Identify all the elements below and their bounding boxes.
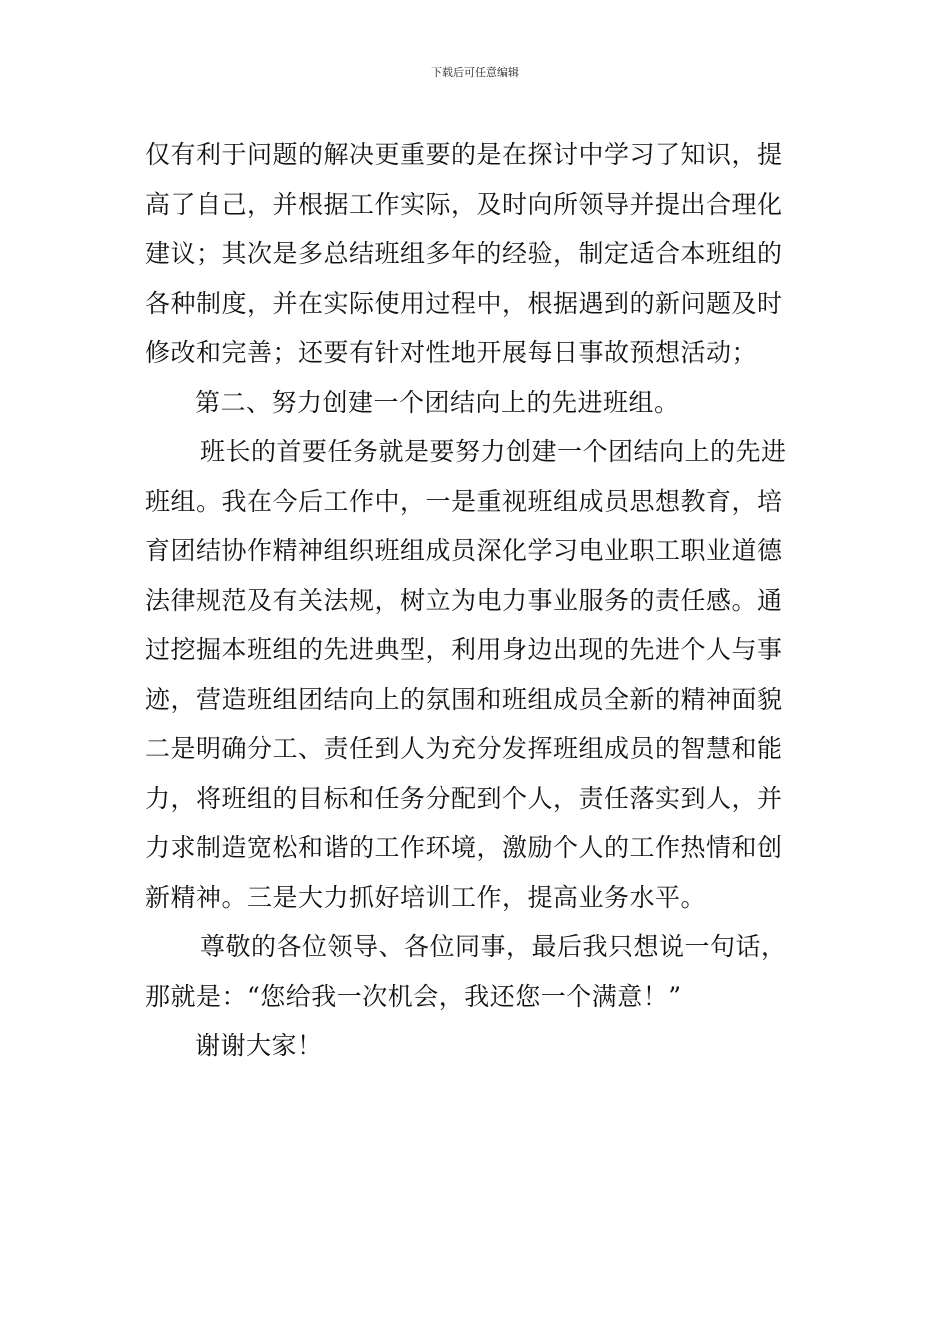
closing-line: 谢谢大家！: [195, 1031, 323, 1060]
body-line: 育团结协作精神组织班组成员深化学习电业职工职业道德: [145, 536, 783, 565]
body-line: 力求制造宽松和谐的工作环境，激励个人的工作热情和创: [145, 833, 783, 862]
body-line: 力，将班组的目标和任务分配到个人，责任落实到人，并: [145, 783, 783, 813]
document-body: [145, 130, 807, 1071]
page-header: 下载后可任意编辑: [431, 66, 519, 79]
body-line: 二是明确分工、责任到人为充分发挥班组成员的智慧和能: [145, 734, 783, 763]
body-line: 各种制度，并在实际使用过程中，根据遇到的新问题及时: [145, 288, 783, 318]
body-line: 班组。我在今后工作中，一是重视班组成员思想教育，培: [145, 486, 783, 516]
body-line: 迹，营造班组团结向上的氛围和班组成员全新的精神面貌: [145, 684, 783, 714]
body-line: 新精神。三是大力抓好培训工作，提高业务水平。: [145, 882, 707, 912]
body-line: 高了自己，并根据工作实际，及时向所领导并提出合理化: [145, 189, 783, 219]
body-line: 仅有利于问题的解决更重要的是在探讨中学习了知识，提: [145, 140, 783, 169]
section-heading: 第二、努力创建一个团结向上的先进班组。: [195, 387, 680, 417]
body-line: 法律规范及有关法规，树立为电力事业服务的责任感。通: [145, 585, 783, 615]
body-line: 那就是：“您给我一次机会，我还您一个满意！”: [145, 981, 682, 1011]
body-line: 修改和完善；还要有针对性地开展每日事故预想活动；: [145, 338, 758, 367]
body-line: 班长的首要任务就是要努力创建一个团结向上的先进: [200, 437, 787, 466]
body-line: 建议；其次是多总结班组多年的经验，制定适合本班组的: [145, 239, 783, 268]
body-line: 尊敬的各位领导、各位同事，最后我只想说一句话，: [200, 932, 787, 961]
body-line: 过挖掘本班组的先进典型，利用身边出现的先进个人与事: [145, 635, 783, 664]
